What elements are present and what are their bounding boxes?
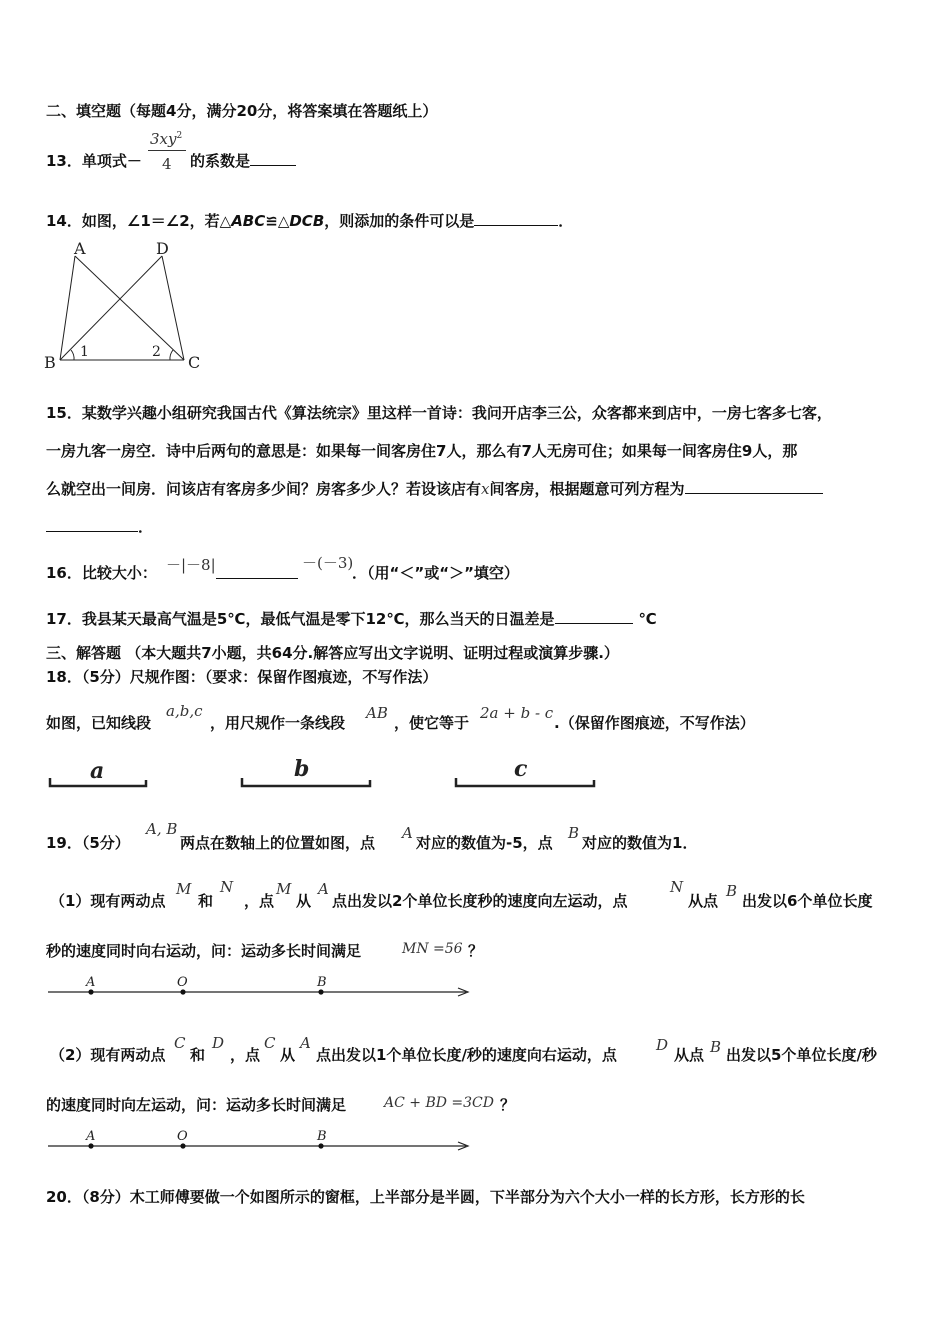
q13-numerator: $3xy^2$ — [150, 130, 183, 148]
q19-cond-1: MN =56 — [402, 941, 463, 957]
label-angle-1: 1 — [80, 344, 89, 360]
q19-q-2: ？ — [500, 1096, 516, 1114]
q14-answer-blank[interactable] — [474, 225, 558, 226]
q18-line-2a: 如图，已知线段 — [46, 714, 152, 732]
q17-answer-blank[interactable] — [555, 623, 633, 624]
q19-p1-M2: M — [276, 880, 292, 898]
label-A: A — [74, 239, 86, 258]
q18-line-2d: .（保留作图痕迹，不写作法） — [554, 714, 755, 732]
q19-p2-c: 从 — [280, 1046, 296, 1064]
q13-answer-blank[interactable] — [250, 165, 296, 166]
q19-head-d: 对应的数值为1． — [582, 834, 698, 852]
label-D: D — [156, 239, 169, 258]
q13-fraction-bar — [148, 150, 186, 151]
section-3-heading: 三、解答题 （本大题共7小题，共64分.解答应写出文字说明、证明过程或演算步骤.） — [46, 644, 619, 662]
q19-p1-d: 点出发以2个单位长度秒的速度向左运动，点 — [332, 892, 628, 910]
q16-prefix: 16．比较大小： — [46, 564, 157, 582]
q19-p2-B: B — [710, 1038, 722, 1056]
q15-answer-blank-2[interactable] — [46, 531, 138, 532]
angle-1-arc — [71, 350, 74, 360]
q19-p2-d: 点出发以1个单位长度/秒的速度向右运动，点 — [316, 1046, 617, 1064]
angle-2-arc — [170, 350, 173, 360]
question-17: 17．我县某天最高气温是5℃，最低气温是零下12℃，那么当天的日温差是 ℃ — [46, 610, 657, 628]
label-B: B — [317, 1129, 327, 1144]
number-line-1 — [46, 972, 476, 1002]
q15-line-4: ． — [46, 520, 153, 535]
label-A: A — [86, 975, 96, 990]
q19-p2-f: 出发以5个单位长度/秒 — [726, 1046, 877, 1064]
label-O: O — [177, 1129, 188, 1144]
q19-cond-2: AC + BD =3CD — [384, 1095, 494, 1111]
q19-points: A, B — [146, 820, 178, 838]
label-A: A — [86, 1129, 96, 1144]
segment-AC — [75, 256, 184, 360]
q13-prefix: 13．单项式－ — [46, 152, 142, 170]
q19-p1-N2: N — [670, 878, 684, 896]
q19-q-1: ？ — [468, 942, 484, 960]
q15-line-2: 一房九客一房空．诗中后两句的意思是：如果每一间客房住7人，那么有7人无房可住；如果每一间客房住9人，那 — [46, 442, 798, 460]
q19-p1-M: M — [176, 880, 192, 898]
q19-p2-A: A — [300, 1034, 311, 1052]
q19-p2-D: D — [212, 1034, 225, 1052]
q19-point-B: B — [568, 824, 580, 842]
q19-head-b: 两点在数轴上的位置如图，点 — [180, 834, 376, 852]
q19-p1-e: 从点 — [688, 892, 719, 910]
q14-figure — [40, 238, 220, 378]
segment-DB — [60, 256, 162, 360]
q19-p2-e: 从点 — [674, 1046, 705, 1064]
q18-segments-figure — [40, 756, 620, 796]
segment-c-label: c — [514, 756, 528, 782]
segment-AB — [60, 256, 75, 360]
q19-head-a: 19．（5分） — [46, 834, 130, 852]
q19-p1-c: 从 — [296, 892, 312, 910]
q18-line-2c: ，使它等于 — [394, 714, 470, 732]
q19-p1-B: B — [726, 882, 738, 900]
q16-answer-blank[interactable] — [216, 578, 298, 579]
segment-b-label: b — [294, 756, 310, 782]
q19-p2-D2: D — [656, 1036, 669, 1054]
q19-p1-line2: 秒的速度同时向右运动，问：运动多长时间满足 — [46, 942, 362, 960]
q18-line-1: 18．（5分）尺规作图：（要求：保留作图痕迹，不写作法） — [46, 668, 438, 686]
q16-left-expr: －|－8| — [166, 556, 216, 574]
q19-p2-b: ，点 — [230, 1046, 261, 1064]
segment-a-label: a — [90, 758, 105, 784]
label-C: C — [188, 353, 201, 372]
q16-right-expr: －(－3) — [302, 554, 354, 572]
segment-DC — [162, 256, 184, 360]
q13-denominator: 4 — [162, 155, 172, 173]
q18-expr: 2a + b - c — [480, 704, 554, 722]
q19-p1-f: 出发以6个单位长度 — [742, 892, 873, 910]
point-B — [318, 1143, 323, 1148]
question-20: 20．（8分）木工师傅要做一个如图所示的窗框，上半部分是半圆，下半部分为六个大小一样的长方形，长方形的长 — [46, 1188, 805, 1206]
q18-seg-AB: AB — [366, 704, 388, 722]
q19-p2-C2: C — [264, 1034, 276, 1052]
q18-line-2b: ，用尺规作一条线段 — [210, 714, 346, 732]
q19-p1-and: 和 — [198, 892, 214, 910]
point-A — [88, 1143, 93, 1148]
q19-head-c: 对应的数值为-5，点 — [416, 834, 553, 852]
q19-p1-a: （1）现有两动点 — [50, 892, 166, 910]
q19-point-A: A — [402, 824, 413, 842]
number-line-2 — [46, 1126, 476, 1156]
q19-p2-C: C — [174, 1034, 186, 1052]
label-O: O — [177, 975, 188, 990]
point-O — [180, 1143, 185, 1148]
q15-line-1: 15．某数学兴趣小组研究我国古代《算法统宗》里这样一首诗：我问开店李三公，众客都来到店中，一房七客多七客， — [46, 404, 832, 422]
point-O — [180, 989, 185, 994]
q19-p2-a: （2）现有两动点 — [50, 1046, 166, 1064]
point-B — [318, 989, 323, 994]
point-A — [88, 989, 93, 994]
q15-line-3: 么就空出一间房．问该店有客房多少间？房客多少人？若设该店有x间客房，根据题意可列方程为 — [46, 482, 823, 497]
q16-suffix: ．（用“＜”或“＞”填空） — [352, 564, 519, 582]
q18-segments: a,b,c — [166, 702, 203, 720]
q15-answer-blank-1[interactable] — [685, 493, 823, 494]
q19-p2-and: 和 — [190, 1046, 206, 1064]
q19-p1-b: ，点 — [244, 892, 275, 910]
q19-p1-N: N — [220, 878, 234, 896]
q14-text: 14．如图，∠1＝∠2，若△ABC≌△DCB，则添加的条件可以是 ． — [46, 212, 574, 230]
label-B: B — [44, 353, 56, 372]
label-B: B — [317, 975, 327, 990]
label-angle-2: 2 — [152, 344, 161, 360]
q19-p2-line2: 的速度同时向左运动，问：运动多长时间满足 — [46, 1096, 347, 1114]
q19-p1-A: A — [318, 880, 329, 898]
section-2-heading: 二、填空题（每题4分，满分20分，将答案填在答题纸上） — [46, 102, 438, 120]
q13-suffix: 的系数是 — [190, 154, 296, 169]
